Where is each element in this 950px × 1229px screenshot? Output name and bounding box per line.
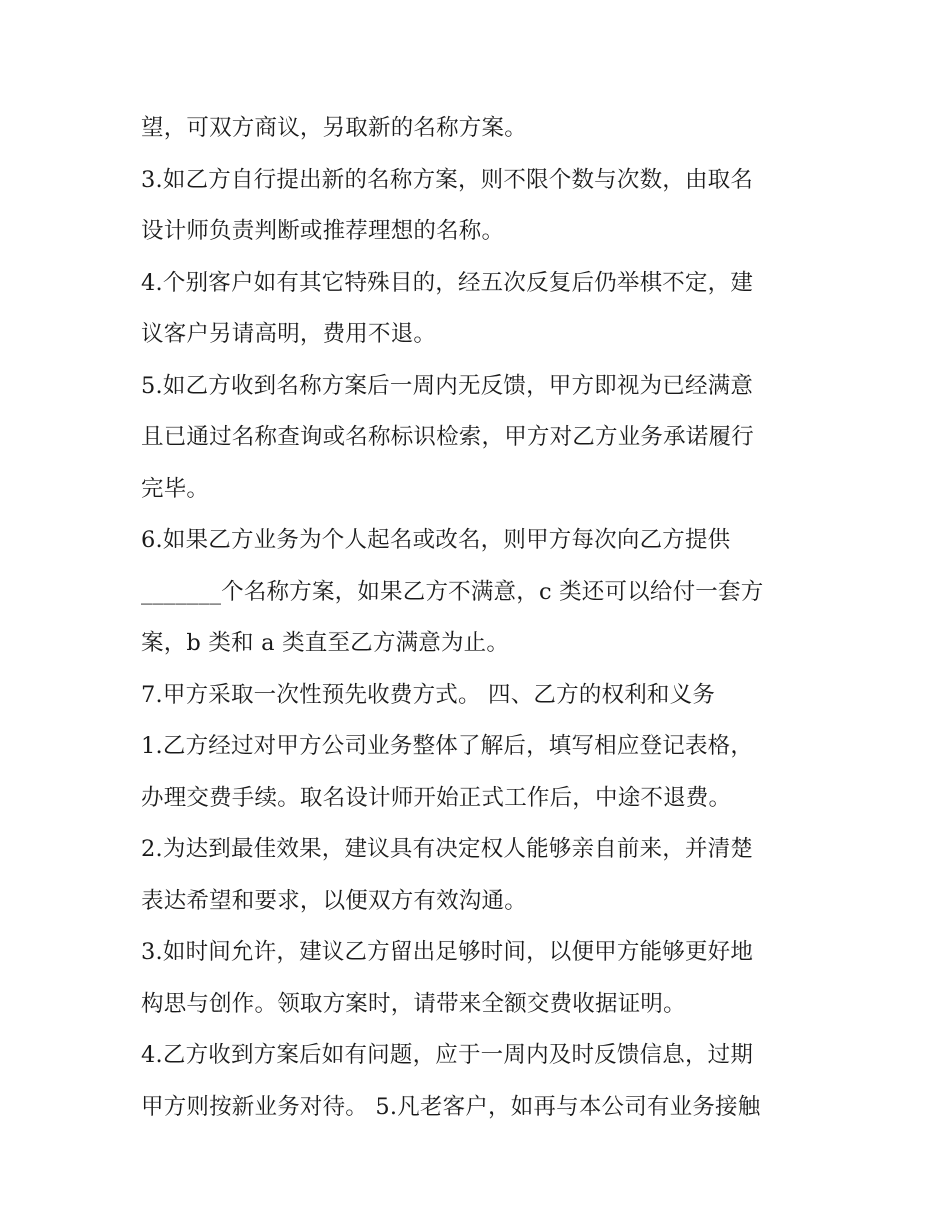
text-line: 完毕。 <box>141 475 210 502</box>
text-line: 设计师负责判断或推荐理想的名称。 <box>141 218 505 244</box>
text-line: _______个名称方案，如果乙方不满意，c 类还可以给付一套方 <box>141 578 764 605</box>
document-body <box>141 103 821 1133</box>
text-line: 2.为达到最佳效果，建议具有决定权人能够亲自前来，并清楚 <box>141 836 754 862</box>
text-line: 5.如乙方收到名称方案后一周内无反馈，甲方即视为已经满意 <box>141 372 754 399</box>
text-line: 案，b 类和 a 类直至乙方满意为止。 <box>141 630 510 656</box>
text-line: 7.甲方采取一次性预先收费方式。 四、乙方的权利和义务 <box>141 681 716 708</box>
text-line: 4.乙方收到方案后如有问题，应于一周内及时反馈信息，过期 <box>141 1042 754 1068</box>
text-line: 表达希望和要求，以便双方有效沟通。 <box>141 887 527 914</box>
text-line: 3.如乙方自行提出新的名称方案，则不限个数与次数，由取名 <box>141 166 754 193</box>
text-line: 3.如时间允许，建议乙方留出足够时间，以便甲方能够更好地 <box>141 939 754 965</box>
text-line: 议客户另请高明，费用不退。 <box>141 321 437 347</box>
text-line: 望，可双方商议，另取新的名称方案。 <box>141 115 527 141</box>
text-line: 构思与创作。领取方案时，请带来全额交费收据证明。 <box>141 990 686 1017</box>
text-line: 甲方则按新业务对待。 5.凡老客户，如再与本公司有业务接触 <box>141 1093 761 1120</box>
text-line: 且已通过名称查询或名称标识检索，甲方对乙方业务承诺履行 <box>141 424 754 450</box>
text-line: 1.乙方经过对甲方公司业务整体了解后，填写相应登记表格， <box>141 733 754 759</box>
text-line: 4.个别客户如有其它特殊目的，经五次反复后仍举棋不定，建 <box>141 269 754 296</box>
text-line: 6.如果乙方业务为个人起名或改名，则甲方每次向乙方提供 <box>141 527 731 553</box>
text-line: 办理交费手续。取名设计师开始正式工作后，中途不退费。 <box>141 784 732 811</box>
